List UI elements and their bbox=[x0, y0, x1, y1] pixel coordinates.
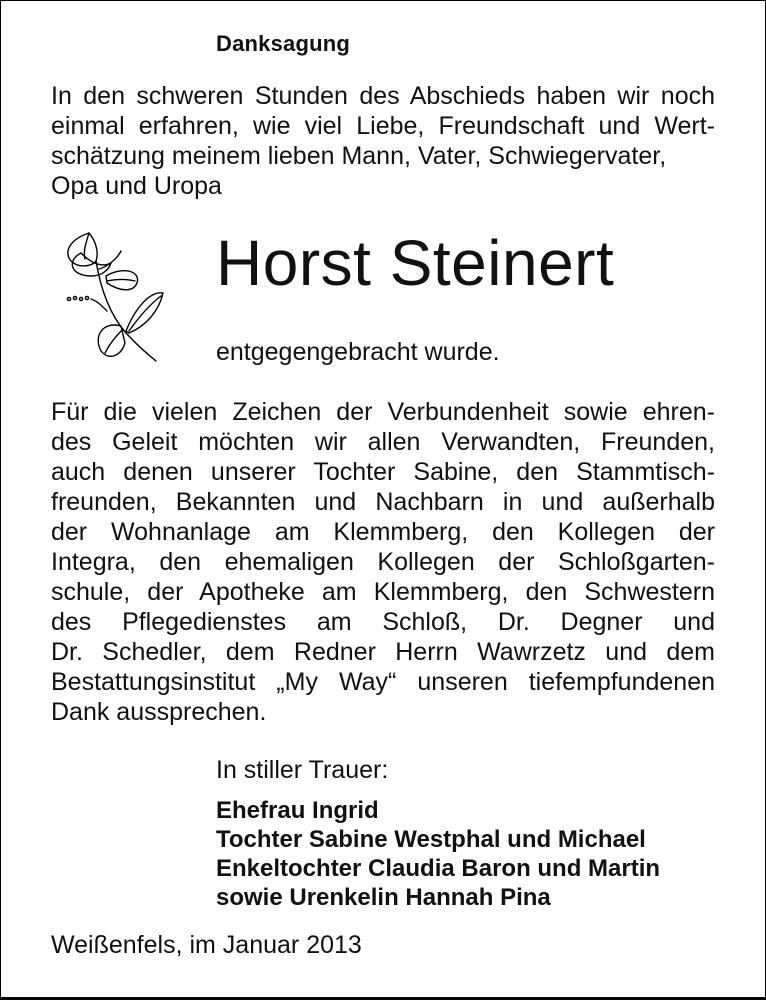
calla-lily-icon bbox=[41, 221, 166, 371]
body-line: der Wohnanlage am Klemmberg, den Kollegen der bbox=[51, 518, 715, 546]
signatories bbox=[216, 796, 660, 912]
intro-paragraph bbox=[51, 81, 715, 201]
notice-heading: Danksagung bbox=[216, 31, 351, 56]
body-line: freunden, Bekannten und Nachbarn in und außerhalb bbox=[51, 488, 715, 516]
body-line: Dank aussprechen. bbox=[51, 698, 267, 726]
mourning-label: In stiller Trauer: bbox=[216, 756, 389, 784]
thanks-paragraph bbox=[51, 397, 715, 727]
body-line: schule, der Apotheke am Klemmberg, den Schwestern bbox=[51, 578, 715, 606]
intro-line: In den schweren Stunden des Abschieds haben wir noch bbox=[51, 82, 715, 110]
body-line: Für die vielen Zeichen der Verbundenheit sowie ehren- bbox=[51, 398, 715, 426]
body-line: Bestattungsinstitut „My Way“ unseren tiefempfundenen bbox=[51, 668, 715, 696]
signatory: sowie Urenkelin Hannah Pina bbox=[216, 884, 551, 911]
after-name-text: entgegengebracht wurde. bbox=[216, 338, 500, 366]
intro-line: schätzung meinem lieben Mann, Vater, Schwiegervater, bbox=[51, 142, 667, 170]
body-line: des Pflegedienstes am Schloß, Dr. Degner und bbox=[51, 608, 715, 636]
signatory: Enkeltochter Claudia Baron und Martin bbox=[216, 855, 661, 882]
deceased-name: Horst Steinert bbox=[216, 227, 615, 299]
signatory: Ehefrau Ingrid bbox=[216, 797, 379, 824]
signatory: Tochter Sabine Westphal und Michael bbox=[216, 826, 646, 853]
body-line: Dr. Schedler, dem Redner Herrn Wawrzetz und dem bbox=[51, 638, 715, 666]
intro-line: einmal erfahren, wie viel Liebe, Freundschaft und Wert- bbox=[51, 112, 715, 140]
body-line: des Geleit möchten wir allen Verwandten, Freunden, bbox=[51, 428, 715, 456]
body-line: auch denen unserer Tochter Sabine, den Stammtisch- bbox=[51, 458, 715, 486]
place-date: Weißenfels, im Januar 2013 bbox=[51, 931, 362, 959]
intro-line: Opa und Uropa bbox=[51, 172, 222, 200]
body-line: Integra, den ehemaligen Kollegen der Schloßgarten- bbox=[51, 548, 715, 576]
